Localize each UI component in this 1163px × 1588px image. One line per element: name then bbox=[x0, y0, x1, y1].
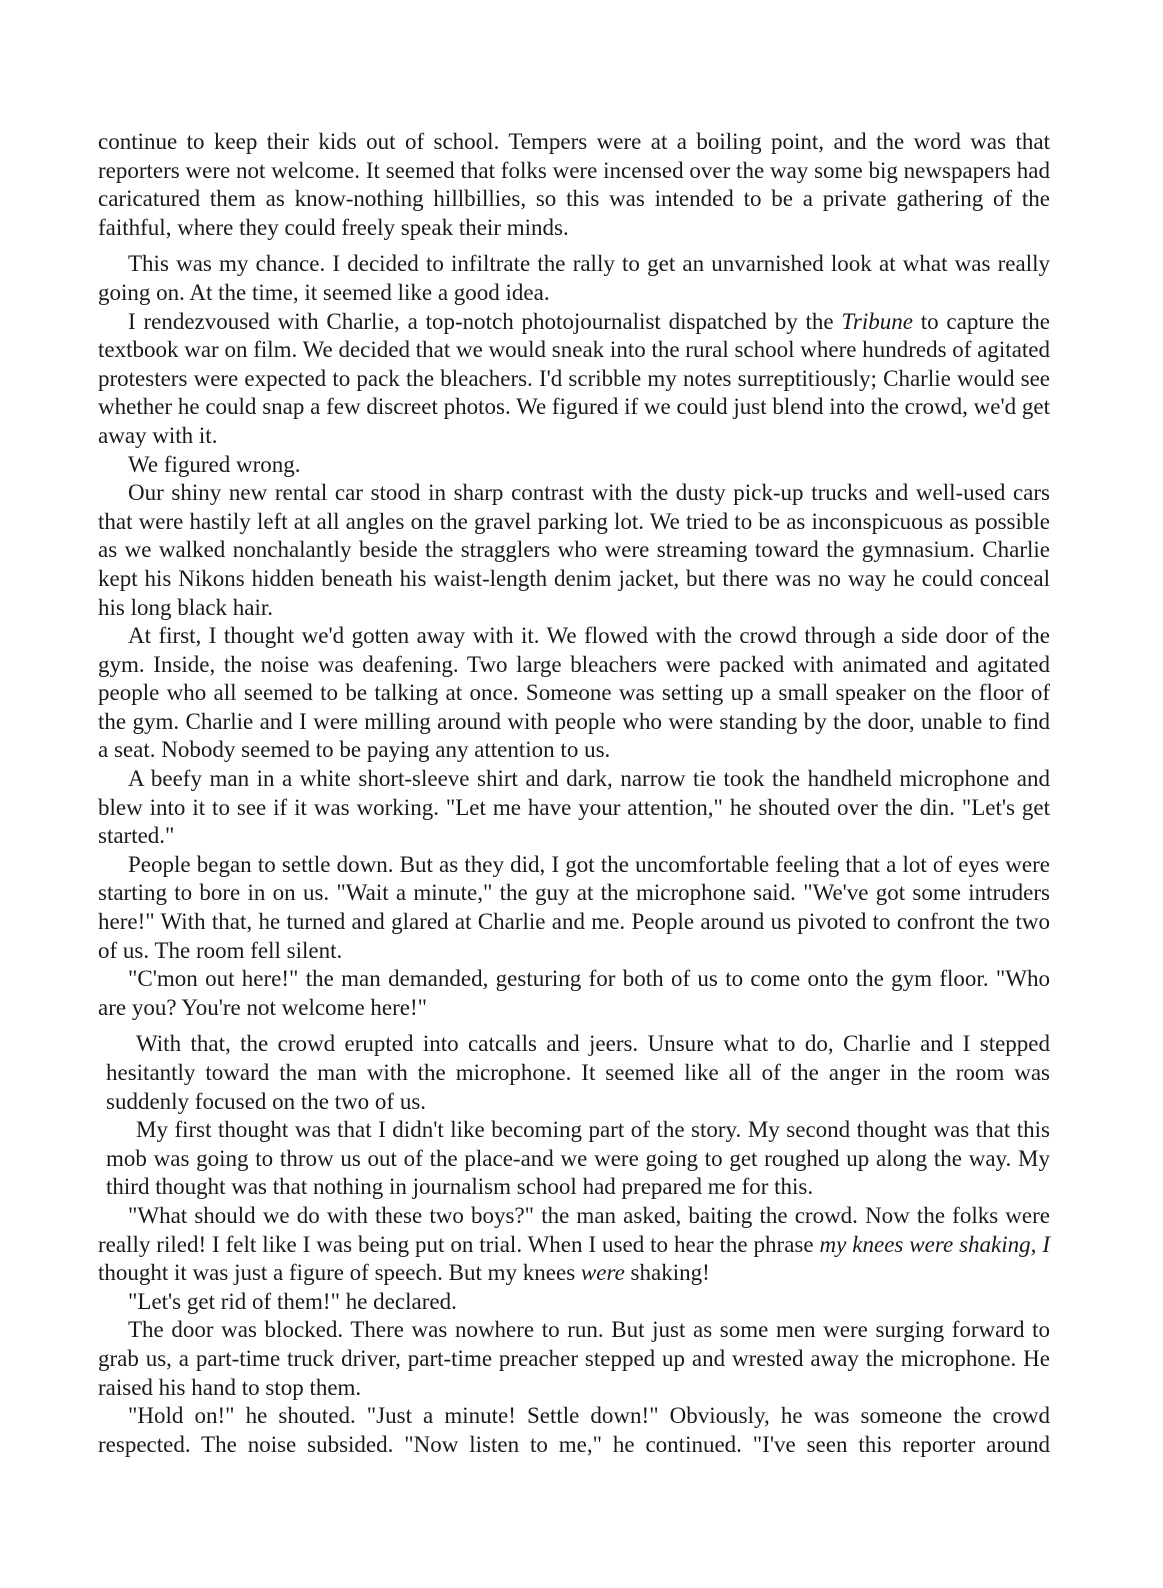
paragraph-6: At first, I thought we'd gotten away with it. We flowed with the crowd through a side door of the gym. Inside, the noise was deafening. Two large bleachers were packed with animated and agitated people who all seemed to be talking at once. Someone was setting up a small speaker on the floor of the gym. Charlie and I were milling around with people who were standing by the door, unable to find a seat. Nobody seemed to be paying any attention to us. bbox=[98, 623, 1050, 763]
paragraph-4: We figured wrong. bbox=[128, 451, 301, 477]
paragraph-11: My first thought was that I didn't like becoming part of the story. My second thought was that this mob was going to throw us out of the place-and we were going to get roughed up along the way. My third thought was that nothing in journalism school had prepared me for this. bbox=[106, 1117, 1050, 1200]
paragraph-14: The door was blocked. There was nowhere to run. But just as some men were surging forward to grab us, a part-time truck driver, part-time preacher stepped up and wrested away the microphone. He raised his hand to stop them. bbox=[98, 1317, 1050, 1400]
paragraph-8: People began to settle down. But as they did, I got the uncomfortable feeling that a lot of eyes were starting to bore in on us. "Wait a minute," the guy at the microphone said. "We've got some intruders here!" With that, he turned and glared at Charlie and me. People around us pivoted to confront the two of us. The room fell silent. bbox=[98, 851, 1050, 963]
paragraph-3: I rendezvoused with Charlie, a top-notch photojournalist dispatched by the Tribune to capture the textbook war on film. We decided that we would sneak into the rural school where hundreds of agitated protesters were expected to pack the bleachers. I'd scribble my notes surreptitiously; Charlie would see whether he could snap a few discreet photos. We figured if we could just blend into the crowd, we'd get away with it. bbox=[98, 308, 1050, 448]
document-page bbox=[98, 128, 1050, 1459]
paragraph-9: "C'mon out here!" the man demanded, gesturing for both of us to come onto the gym floor. "Who are you? You're not welcome here!" bbox=[98, 966, 1050, 1020]
italic-were: were bbox=[580, 1260, 625, 1286]
paragraph-7: A beefy man in a white short-sleeve shirt and dark, narrow tie took the handheld microphone and blew into it to see if it was working. "Let me have your attention," he shouted over the din. "Let's get started." bbox=[98, 766, 1050, 849]
paragraph-15: "Hold on!" he shouted. "Just a minute! Settle down!" Obviously, he was someone the crowd respected. The noise subsided. "Now listen to me," he continued. "I've seen this reporter around bbox=[98, 1403, 1050, 1457]
paragraph-13: "Let's get rid of them!" he declared. bbox=[128, 1288, 457, 1314]
italic-knees-shaking: my knees were shaking, I bbox=[819, 1231, 1050, 1257]
paragraph-5: Our shiny new rental car stood in sharp contrast with the dusty pick-up trucks and well-used cars that were hastily left at all angles on the gravel parking lot. We tried to be as inconspicuous as possible as we walked nonchalantly beside the stragglers who were streaming toward the gymnasium. Charlie kept his Nikons hidden beneath his waist-length denim jacket, but there was no way he could conceal his long black hair. bbox=[98, 480, 1050, 620]
paragraph-1: continue to keep their kids out of school. Tempers were at a boiling point, and the word was that reporters were not welcome. It seemed that folks were incensed over the way some big newspapers had caricatured them as know-nothing hillbillies, so this was intended to be a private gathering of the faithful, where they could freely speak their minds. bbox=[98, 129, 1050, 240]
paragraph-2: This was my chance. I decided to infiltrate the rally to get an unvarnished look at what was really going on. At the time, it seemed like a good idea. bbox=[98, 251, 1050, 305]
paragraph-12: "What should we do with these two boys?" the man asked, baiting the crowd. Now the folks were really riled! I felt like I was being put on trial. When I used to hear the phrase my knees were shaking, I thought it was just a figure of speech. But my knees were shaking! bbox=[98, 1202, 1050, 1286]
paragraph-10: With that, the crowd erupted into catcalls and jeers. Unsure what to do, Charlie and I stepped hesitantly toward the man with the microphone. It seemed like all of the anger in the room was suddenly focused on the two of us. bbox=[106, 1031, 1050, 1114]
italic-tribune: Tribune bbox=[841, 308, 913, 334]
